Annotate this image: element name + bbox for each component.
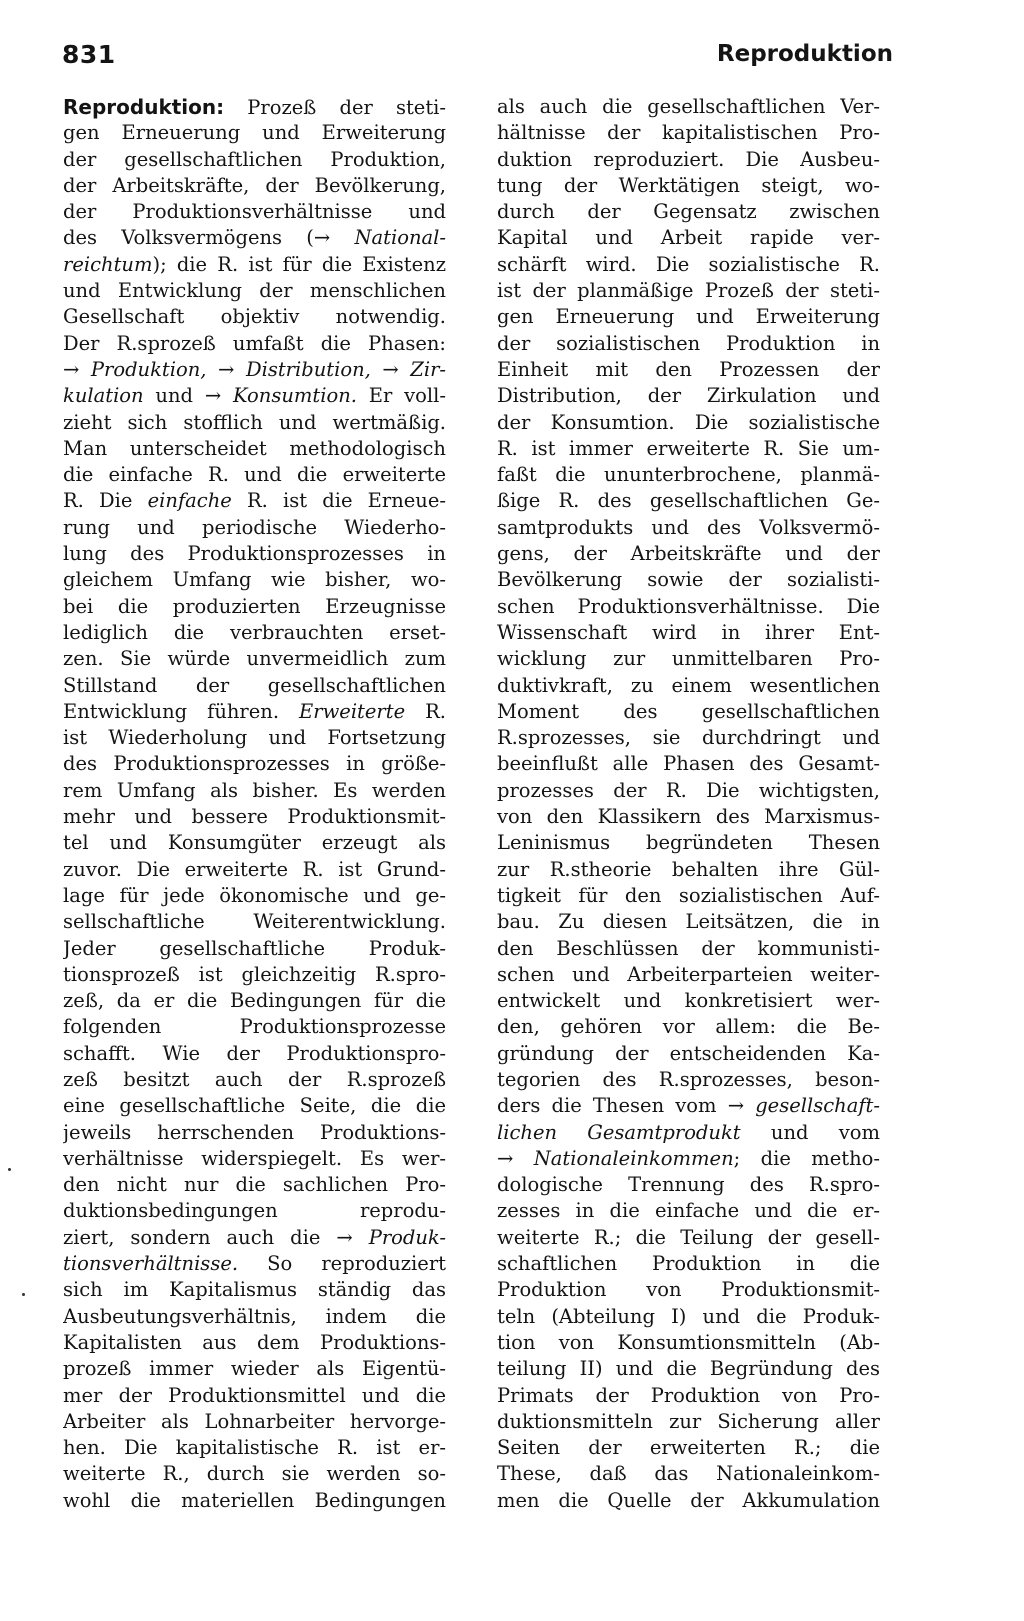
text-line: tionsprozeß ist gleichzeitig R.spro- [63, 962, 446, 986]
text-line: Jeder gesellschaftliche Produk- [63, 936, 446, 960]
scan-speck [8, 1168, 11, 1171]
text-line: der sozialistischen Produktion in [497, 331, 880, 355]
entry-headword: Reproduktion: [63, 95, 225, 119]
text-line: Moment des gesellschaftlichen [497, 699, 880, 723]
text-line: duktion reproduziert. Die Ausbeu- [497, 147, 880, 171]
text-line: prozesses der R. Die wichtigsten, [497, 778, 880, 802]
text-line: als auch die gesellschaftlichen Ver- [497, 95, 880, 118]
text-line: des Volksvermögens (→ National- [63, 226, 446, 250]
text-line: schen und Arbeiterparteien weiter- [497, 962, 880, 986]
text-line: wohl die materiellen Bedingungen [63, 1488, 446, 1512]
text-line: Entwicklung führen. Erweiterte R. [63, 699, 446, 723]
text-line: lediglich die verbrauchten erset- [63, 620, 446, 644]
text-line: rem Umfang als bisher. Es werden [63, 778, 446, 802]
text-line: tionsverhältnisse. So reproduziert [63, 1252, 446, 1276]
text-line: zen. Sie würde unvermeidlich zum [63, 647, 446, 671]
text-line: zeß, da er die Bedingungen für die [63, 989, 446, 1013]
text-line: ders die Thesen vom → gesellschaft- [497, 1094, 880, 1118]
text-line: Einheit mit den Prozessen der [497, 357, 880, 381]
text-line: den nicht nur die sachlichen Pro- [63, 1173, 446, 1197]
text-line: Primats der Produktion von Pro- [497, 1383, 880, 1407]
text-line: sellschaftliche Weiterentwicklung. [63, 910, 446, 934]
text-line: duktionsmitteln zur Sicherung aller [497, 1409, 880, 1433]
text-line: zeß besitzt auch der R.sprozeß [63, 1067, 446, 1091]
text-line: bei die produzierten Erzeugnisse [63, 594, 446, 618]
text-line: dologische Trennung des R.spro- [497, 1173, 880, 1197]
text-line: → Nationaleinkommen; die metho- [497, 1146, 880, 1170]
text-line: lichen Gesamtprodukt und vom [497, 1120, 880, 1144]
text-line: Kapitalisten aus dem Produktions- [63, 1330, 446, 1354]
text-line: samtprodukts und des Volksvermö- [497, 515, 880, 539]
text-line: Arbeiter als Lohnarbeiter hervorge- [63, 1409, 446, 1433]
text-line: → Produktion, → Distribution, → Zir- [63, 357, 446, 381]
text-line: gen Erneuerung und Erweiterung [63, 121, 446, 145]
text-line: entwickelt und konkretisiert wer- [497, 989, 880, 1013]
text-line: Gesellschaft objektiv notwendig. [63, 305, 446, 329]
text-line: der Konsumtion. Die sozialistische [497, 410, 880, 434]
text-line: tung der Werktätigen steigt, wo- [497, 173, 880, 197]
text-line: schaftlichen Produktion in die [497, 1252, 880, 1276]
text-line: Man unterscheidet methodologisch [63, 436, 446, 460]
page-number: 831 [62, 40, 116, 69]
text-line: rung und periodische Wiederho- [63, 515, 446, 539]
text-line: sich im Kapitalismus ständig das [63, 1278, 446, 1302]
text-line: R.sprozesses, sie durchdringt und [497, 726, 880, 750]
text-line: hältnisse der kapitalistischen Pro- [497, 121, 880, 145]
text-line: zesses in die einfache und die er- [497, 1199, 880, 1223]
text-line: beeinflußt alle Phasen des Gesamt- [497, 752, 880, 776]
text-line: ziert, sondern auch die → Produk- [63, 1225, 446, 1249]
left-text-column [63, 94, 446, 1514]
text-line: gens, der Arbeitskräfte und der [497, 542, 880, 566]
text-line: duktionsbedingungen reprodu- [63, 1199, 446, 1223]
text-line: Distribution, der Zirkulation und [497, 384, 880, 408]
text-line: tel und Konsumgüter erzeugt als [63, 831, 446, 855]
text-line: reichtum); die R. ist für die Existenz [63, 252, 446, 276]
text-line: durch der Gegensatz zwischen [497, 200, 880, 224]
text-line: R. Die einfache R. ist die Erneue- [63, 489, 446, 513]
text-line: teilung II) und die Begründung des [497, 1357, 880, 1381]
text-line: des Produktionsprozesses in größe- [63, 752, 446, 776]
text-line: duktivkraft, zu einem wesentlichen [497, 673, 880, 697]
text-line: prozeß immer wieder als Eigentü- [63, 1357, 446, 1381]
text-line: der Produktionsverhältnisse und [63, 200, 446, 224]
text-line: jeweils herrschenden Produktions- [63, 1120, 446, 1144]
running-head: Reproduktion [716, 41, 893, 67]
text-line: tion von Konsumtionsmitteln (Ab- [497, 1330, 880, 1354]
text-line: R. ist immer erweiterte R. Sie um- [497, 436, 880, 460]
scan-speck [22, 1293, 25, 1296]
text-line: weiterte R., durch sie werden so- [63, 1462, 446, 1486]
text-line: der Arbeitskräfte, der Bevölkerung, [63, 173, 446, 197]
text-line: schafft. Wie der Produktionspro- [63, 1041, 446, 1065]
text-line: zuvor. Die erweiterte R. ist Grund- [63, 857, 446, 881]
text-line: und Entwicklung der menschlichen [63, 279, 446, 303]
text-line: mehr und bessere Produktionsmit- [63, 805, 446, 829]
text-line: gründung der entscheidenden Ka- [497, 1041, 880, 1065]
text-line: tegorien des R.sprozesses, beson- [497, 1067, 880, 1091]
text-line: ßige R. des gesellschaftlichen Ge- [497, 489, 880, 513]
text-line: Ausbeutungsverhältnis, indem die [63, 1304, 446, 1328]
text-line: die einfache R. und die erweiterte [63, 463, 446, 487]
text-line: Produktion von Produktionsmit- [497, 1278, 880, 1302]
text-line: weiterte R.; die Teilung der gesell- [497, 1225, 880, 1249]
text-line: Bevölkerung sowie der sozialisti- [497, 568, 880, 592]
text-line: schärft wird. Die sozialistische R. [497, 252, 880, 276]
text-line: bau. Zu diesen Leitsätzen, die in [497, 910, 880, 934]
text-line: These, daß das Nationaleinkom- [497, 1462, 880, 1486]
text-line: von den Klassikern des Marxismus- [497, 805, 880, 829]
text-line: lage für jede ökonomische und ge- [63, 883, 446, 907]
text-line: wicklung zur unmittelbaren Pro- [497, 647, 880, 671]
text-line: ist Wiederholung und Fortsetzung [63, 726, 446, 750]
right-text-column [497, 94, 880, 1514]
text-line: Kapital und Arbeit rapide ver- [497, 226, 880, 250]
text-line: verhältnisse widerspiegelt. Es wer- [63, 1146, 446, 1170]
text-line: lung des Produktionsprozesses in [63, 542, 446, 566]
text-line: tigkeit für den sozialistischen Auf- [497, 883, 880, 907]
text-line: teln (Abteilung I) und die Produk- [497, 1304, 880, 1328]
text-line: hen. Die kapitalistische R. ist er- [63, 1436, 446, 1460]
text-line: Wissenschaft wird in ihrer Ent- [497, 620, 880, 644]
text-line: zur R.stheorie behalten ihre Gül- [497, 857, 880, 881]
text-line: Der R.sprozeß umfaßt die Phasen: [63, 331, 446, 355]
text-line: men die Quelle der Akkumulation [497, 1488, 880, 1512]
text-line: Seiten der erweiterten R.; die [497, 1436, 880, 1460]
text-line: gleichem Umfang wie bisher, wo- [63, 568, 446, 592]
text-line: kulation und → Konsumtion. Er voll- [63, 384, 446, 408]
text-line: ist der planmäßige Prozeß der steti- [497, 279, 880, 303]
text-line: eine gesellschaftliche Seite, die die [63, 1094, 446, 1118]
text-line: Reproduktion: Prozeß der steti- [63, 95, 446, 119]
text-line: schen Produktionsverhältnisse. Die [497, 594, 880, 618]
text-line: Stillstand der gesellschaftlichen [63, 673, 446, 697]
text-line: den, gehören vor allem: die Be- [497, 1015, 880, 1039]
text-line: der gesellschaftlichen Produktion, [63, 147, 446, 171]
text-line: zieht sich stofflich und wertmäßig. [63, 410, 446, 434]
text-line: Leninismus begründeten Thesen [497, 831, 880, 855]
text-line: faßt die ununterbrochene, planmä- [497, 463, 880, 487]
text-line: mer der Produktionsmittel und die [63, 1383, 446, 1407]
text-line: den Beschlüssen der kommunisti- [497, 936, 880, 960]
text-line: gen Erneuerung und Erweiterung [497, 305, 880, 329]
text-line: folgenden Produktionsprozesse [63, 1015, 446, 1039]
